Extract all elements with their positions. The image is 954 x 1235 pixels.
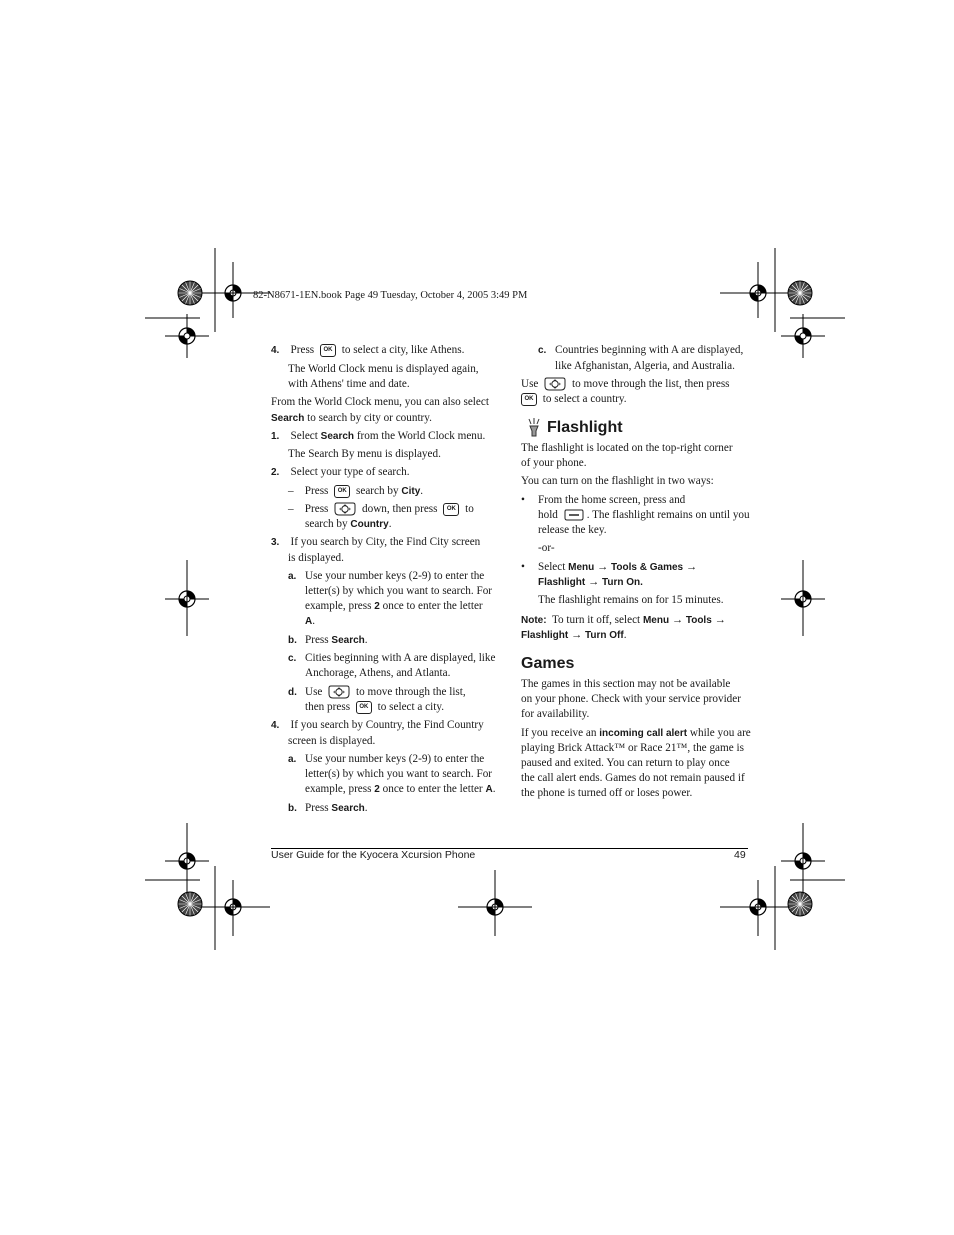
sub-step-a: a. Use your number keys (2-9) to enter the: [288, 570, 485, 582]
registration-mark-icon: [781, 314, 825, 358]
ok-key-icon: [443, 503, 459, 516]
paragraph: for availability.: [521, 708, 590, 720]
paragraph: Search to search by city or country.: [271, 412, 432, 424]
nav-key-icon: [334, 502, 356, 516]
paragraph: screen is displayed.: [288, 735, 376, 747]
print-header: 82-N8671-1EN.book Page 49 Tuesday, October 4, 2005 3:49 PM: [253, 290, 528, 301]
paragraph: letter(s) by which you want to search. For: [305, 768, 493, 780]
nav-key-icon: [328, 685, 350, 699]
paragraph: letter(s) by which you want to search. For: [305, 585, 493, 597]
step-2: 2. Select your type of search.: [271, 466, 410, 478]
paragraph: is displayed.: [288, 552, 344, 564]
games-heading: Games: [521, 655, 575, 672]
paragraph: like Afghanistan, Algeria, and Australia.: [555, 360, 735, 372]
paragraph: playing Brick Attack™ or Race 21™, the game is: [521, 742, 744, 754]
hold-key-icon: [564, 509, 584, 521]
dash-item-country-cont: search by Country.: [305, 518, 392, 530]
paragraph: The Search By menu is displayed.: [288, 448, 441, 460]
footer-title: User Guide for the Kyocera Xcursion Phone: [271, 849, 476, 861]
bullet-item: • From the home screen, press and: [521, 494, 686, 506]
paragraph: A.: [305, 615, 316, 627]
sub-step-b: b. Press Search.: [288, 802, 368, 814]
step-4-select-city: 4. Press OK to select a city, like Athens.: [271, 343, 464, 358]
dash-item-country: – Press down, then press OK to: [288, 502, 474, 517]
bullet-item: • Select Menu → Tools & Games →: [521, 561, 698, 573]
step-1: 1. Select Search from the World Clock menu.: [271, 430, 486, 442]
paragraph: OK to select a country.: [518, 392, 627, 407]
paragraph: the call alert ends. Games do not remain paused if: [521, 772, 745, 784]
ok-key-icon: [320, 344, 336, 357]
paragraph: The flashlight remains on for 15 minutes.: [538, 594, 724, 606]
sub-step-b: b. Press Search.: [288, 634, 368, 646]
paragraph: example, press 2 once to enter the letter: [305, 600, 483, 612]
paragraph: then press OK to select a city.: [305, 700, 444, 715]
paragraph: The games in this section may not be available: [521, 678, 731, 690]
paragraph: If you receive an incoming call alert while you are: [521, 727, 751, 739]
paragraph: of your phone.: [521, 457, 587, 469]
paragraph: From the World Clock menu, you can also select: [271, 396, 489, 408]
starburst-mark-icon: [178, 892, 202, 916]
step-3: 3. If you search by City, the Find City screen: [271, 536, 481, 548]
paragraph: paused and exited. You can return to play once: [521, 757, 730, 769]
paragraph: the phone is turned off or loses power.: [521, 787, 693, 799]
paragraph: hold . The flashlight remains on until you: [538, 509, 750, 521]
dash-item-city: – Press OK search by City.: [288, 484, 423, 499]
paragraph: example, press 2 once to enter the letter A.: [305, 783, 496, 795]
paragraph: with Athens' time and date.: [288, 378, 410, 390]
paragraph: Anchorage, Athens, and Atlanta.: [305, 667, 451, 679]
flashlight-icon: [526, 418, 542, 438]
registration-mark-icon: [165, 314, 209, 358]
paragraph: The flashlight is located on the top-right corner: [521, 442, 733, 454]
starburst-mark-icon: [788, 892, 812, 916]
step-4-country: 4. If you search by Country, the Find Country: [271, 719, 484, 731]
starburst-mark-icon: [178, 281, 202, 305]
paragraph: You can turn on the flashlight in two ways:: [521, 475, 714, 487]
starburst-mark-icon: [788, 281, 812, 305]
paragraph: Flashlight → Turn On.: [538, 576, 643, 588]
paragraph: on your phone. Check with your service provider: [521, 693, 741, 705]
note-cont: Flashlight → Turn Off.: [521, 629, 627, 641]
note: Note: To turn it off, select Menu → Tools →: [521, 614, 726, 626]
sub-step-a: a. Use your number keys (2-9) to enter the: [288, 753, 485, 765]
sub-step-c: c. Cities beginning with A are displayed, like: [288, 652, 496, 664]
nav-key-icon: [544, 377, 566, 391]
sub-step-c: c. Countries beginning with A are displayed,: [538, 344, 744, 356]
paragraph: -or-: [538, 542, 555, 554]
paragraph: Use to move through the list, then press: [521, 378, 730, 390]
page-number: 49: [734, 849, 746, 861]
ok-key-icon: [521, 393, 537, 406]
paragraph: release the key.: [538, 524, 607, 536]
paragraph: The World Clock menu is displayed again,: [288, 363, 479, 375]
sub-step-d: d. Use to move through the list,: [288, 686, 466, 698]
ok-key-icon: [334, 485, 350, 498]
flashlight-heading: Flashlight: [547, 419, 623, 436]
ok-key-icon: [356, 701, 372, 714]
